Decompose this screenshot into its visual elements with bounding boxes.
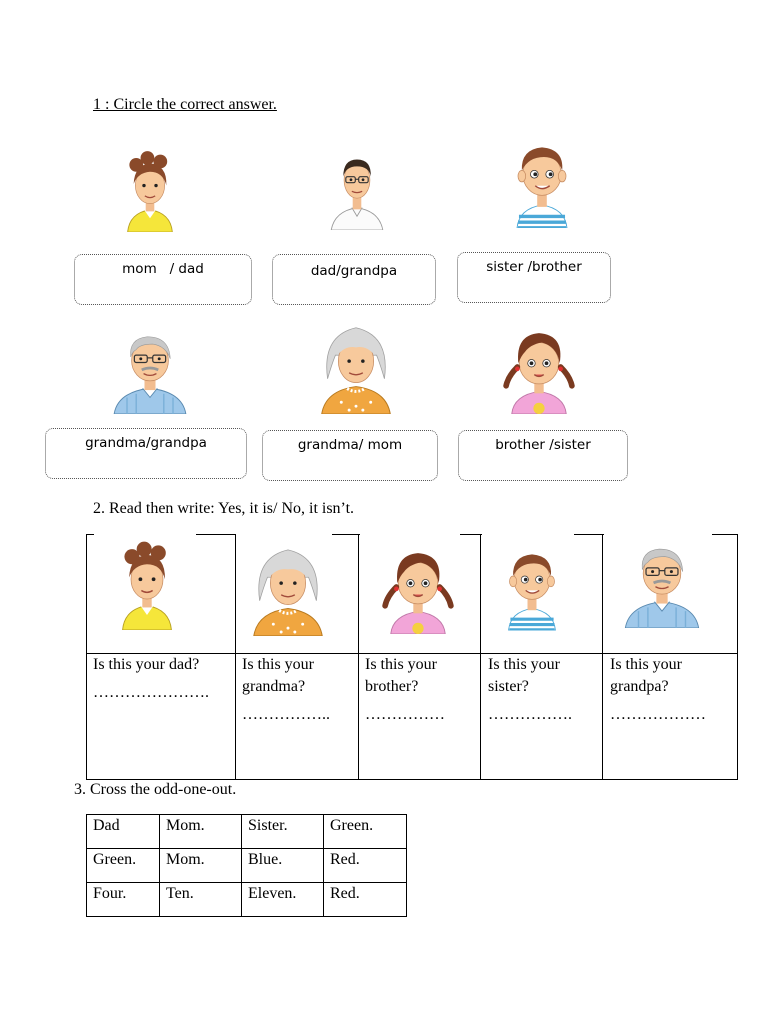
answer-line[interactable]: ………………….: [93, 684, 209, 701]
question-text: Is this your dad?: [93, 656, 200, 673]
answer-option-1[interactable]: mom / dad: [122, 261, 204, 277]
word-cell[interactable]: Sister.: [242, 815, 324, 849]
brother-picture: [500, 132, 584, 228]
grandpa-picture: [104, 322, 196, 414]
answer-option-3[interactable]: sister /brother: [486, 259, 582, 275]
word-cell[interactable]: Dad: [87, 815, 160, 849]
question-cell-5: [610, 654, 730, 726]
answer-line[interactable]: ………………: [610, 706, 706, 723]
table-brother-picture: [496, 538, 568, 632]
section1-heading: 1 : Circle the correct answer.: [93, 96, 277, 113]
answer-box-1[interactable]: [74, 254, 252, 305]
question-cell-1: [93, 654, 233, 704]
answer-box-4[interactable]: [45, 428, 247, 479]
word-cell[interactable]: Red.: [324, 849, 407, 883]
answer-line[interactable]: ……………..: [242, 706, 330, 723]
question-cell-2: [242, 654, 352, 726]
word-cell[interactable]: Mom.: [160, 815, 242, 849]
question-cell-4: [488, 654, 598, 726]
word-cell[interactable]: Four.: [87, 883, 160, 917]
dad-picture: [318, 144, 396, 230]
table-grandpa-picture: [614, 534, 710, 628]
table-row: [87, 849, 407, 883]
sister-picture: [494, 320, 584, 414]
answer-option-5[interactable]: grandma/ mom: [297, 437, 403, 453]
word-cell[interactable]: Green.: [87, 849, 160, 883]
section2-heading: 2. Read then write: Yes, it is/ No, it isn’t.: [93, 500, 355, 517]
answer-option-4[interactable]: grandma/grandpa: [85, 435, 207, 451]
word-cell[interactable]: Eleven.: [242, 883, 324, 917]
answer-box-6[interactable]: [458, 430, 628, 481]
answer-box-3[interactable]: [457, 252, 611, 303]
question-cell-3: [365, 654, 475, 726]
answer-option-6[interactable]: brother /sister: [495, 437, 591, 453]
answer-option-2[interactable]: dad/grandpa: [310, 263, 398, 279]
table-mom-picture: [106, 536, 188, 630]
grandma-picture: [310, 316, 402, 414]
question-text: Is this your grandma?: [242, 656, 314, 695]
word-cell[interactable]: Blue.: [242, 849, 324, 883]
section3-heading: 3. Cross the odd-one-out.: [74, 781, 237, 798]
mom-picture: [110, 146, 190, 232]
answer-line[interactable]: ……………: [365, 706, 445, 723]
answer-line[interactable]: …………….: [488, 706, 572, 723]
question-text: Is this your grandpa?: [610, 656, 682, 695]
question-text: Is this your brother?: [365, 656, 437, 695]
word-cell[interactable]: Green.: [324, 815, 407, 849]
table-row: [87, 883, 407, 917]
table-row: [87, 815, 407, 849]
question-text: Is this your sister?: [488, 656, 560, 695]
word-cell[interactable]: Mom.: [160, 849, 242, 883]
answer-box-5[interactable]: [262, 430, 438, 481]
word-cell[interactable]: Ten.: [160, 883, 242, 917]
answer-box-2[interactable]: [272, 254, 436, 305]
word-cell[interactable]: Red.: [324, 883, 407, 917]
table-grandma-picture: [244, 538, 332, 636]
odd-one-out-table: [86, 814, 407, 917]
table-sister-picture: [374, 540, 462, 634]
